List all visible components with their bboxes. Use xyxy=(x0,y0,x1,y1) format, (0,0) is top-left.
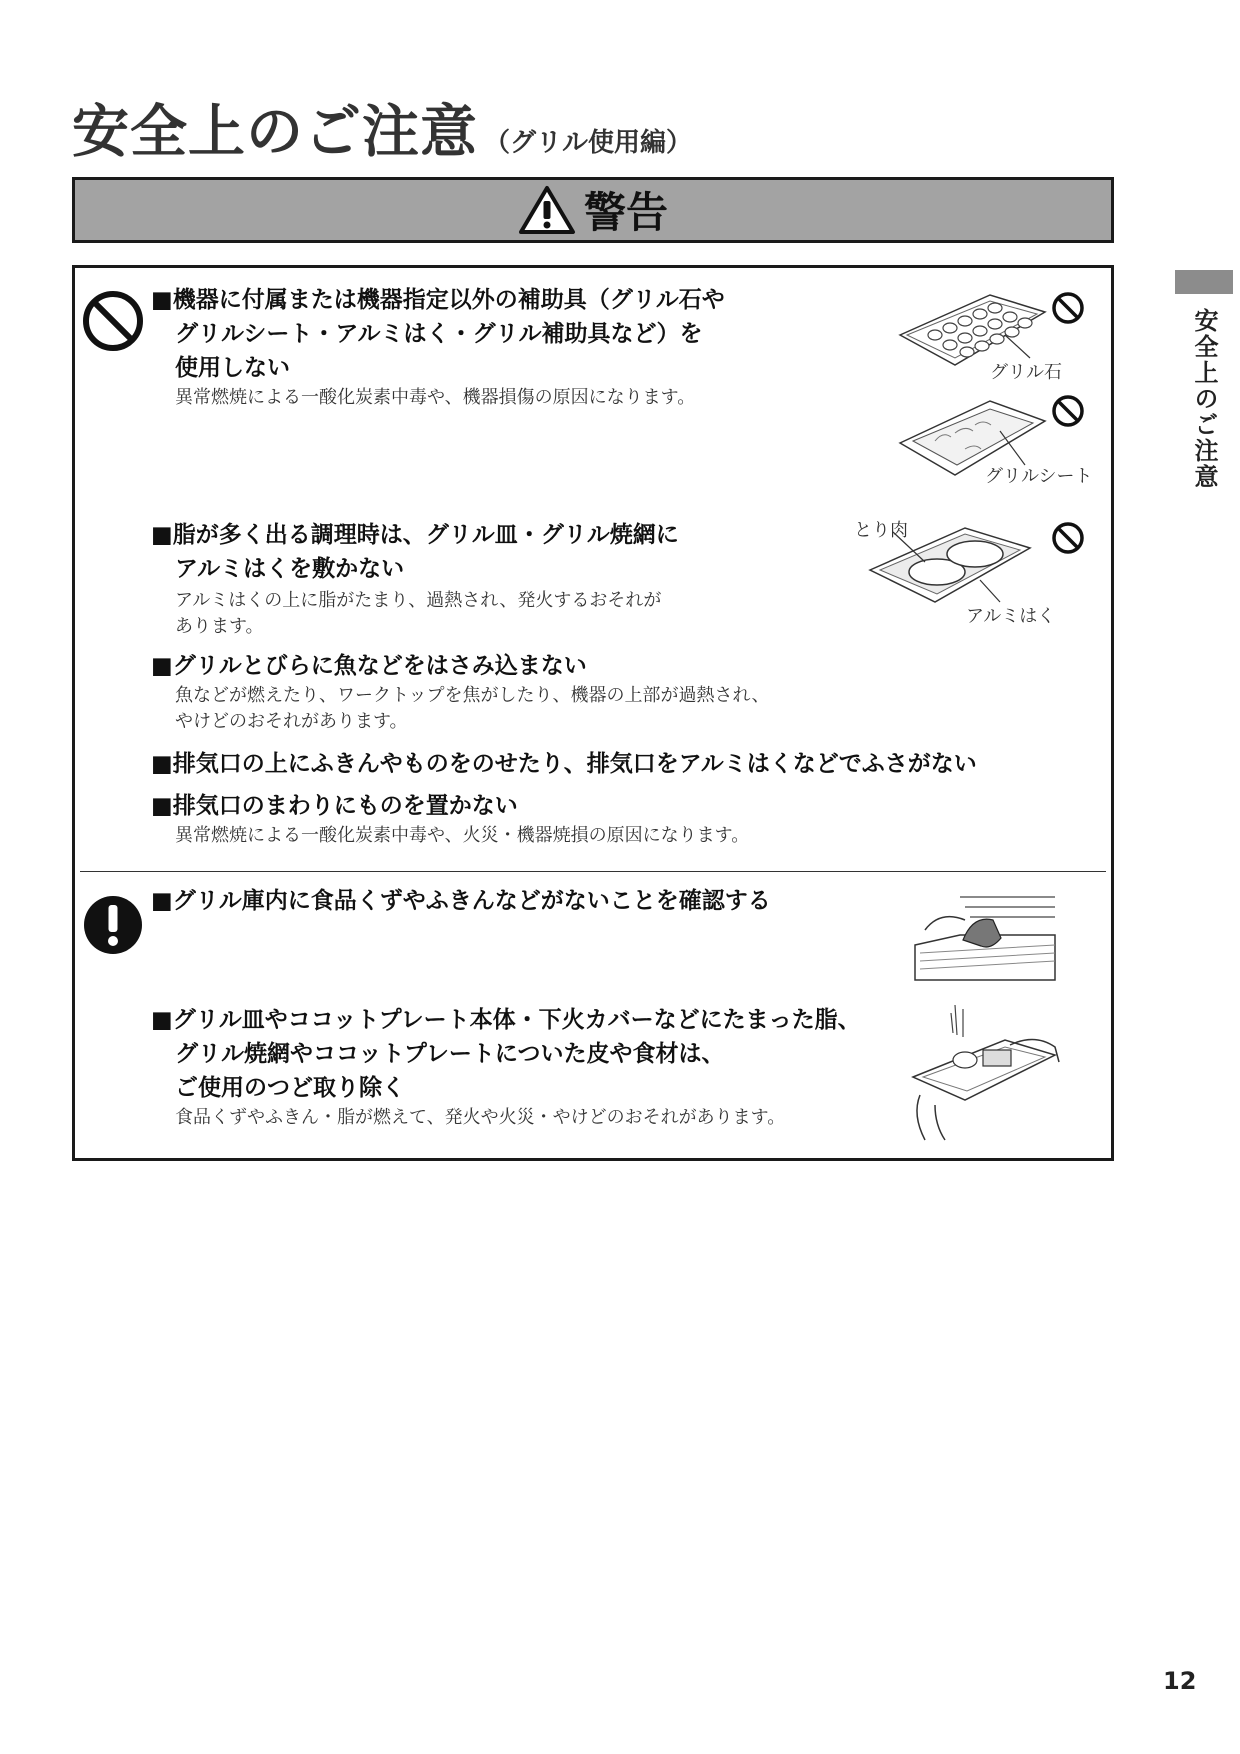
mandatory-item-2 xyxy=(151,1003,861,1131)
grill-interior-illustration xyxy=(905,885,1065,990)
prohibition-item-3 xyxy=(151,649,770,735)
item-heading-line: ■機器に付属または機器指定以外の補助具（グリル石や xyxy=(151,287,725,313)
cleaning-plate-illustration xyxy=(905,1005,1065,1145)
warning-banner xyxy=(72,177,1114,243)
prohibition-icon xyxy=(82,290,144,352)
prohibition-item-2 xyxy=(151,518,679,640)
item-heading-line: グリルシート・アルミはく・グリル補助具など）を xyxy=(175,321,703,347)
prohibition-icon xyxy=(1050,393,1086,429)
page-number: 12 xyxy=(1163,1667,1197,1695)
prohibition-item-4 xyxy=(151,747,977,781)
item-heading-line: ■グリル庫内に食品くずやふきんなどがないことを確認する xyxy=(151,888,771,914)
item-heading-line: グリル焼網やココットプレートについた皮や食材は、 xyxy=(175,1041,725,1067)
chicken-foil-illustration xyxy=(865,520,1040,610)
caption-grill-stone: グリル石 xyxy=(990,362,1062,383)
prohibition-icon xyxy=(1050,520,1086,556)
section-divider xyxy=(80,871,1106,872)
caption-grill-sheet: グリルシート xyxy=(985,466,1093,487)
side-tab-label: 安全上のご注意 xyxy=(1190,308,1218,490)
exclamation-icon xyxy=(82,894,144,956)
prohibition-item-1 xyxy=(151,283,725,411)
warning-label: 警告 xyxy=(583,188,668,237)
caption-chicken: とり肉 xyxy=(854,520,908,541)
item-heading-line: ■グリルとびらに魚などをはさみ込まない xyxy=(151,653,587,679)
item-body-line: アルミはくの上に脂がたまり、過熱され、発火するおそれが xyxy=(175,590,662,611)
item-body-line: あります。 xyxy=(175,616,264,637)
item-heading-line: アルミはくを敷かない xyxy=(175,556,405,582)
prohibition-icon xyxy=(1050,290,1086,326)
page-title-sub: （グリル使用編） xyxy=(484,128,693,158)
item-body-line: やけどのおそれがあります。 xyxy=(175,711,408,732)
item-heading-line: ■排気口のまわりにものを置かない xyxy=(151,793,518,819)
warning-triangle-icon xyxy=(518,185,576,235)
item-body-line: 魚などが燃えたり、ワークトップを焦がしたり、機器の上部が過熱され、 xyxy=(175,685,770,706)
prohibition-item-5 xyxy=(151,789,749,849)
page-title xyxy=(72,86,692,168)
page-title-main: 安全上のご注意 xyxy=(72,99,478,165)
item-body-line: 異常燃焼による一酸化炭素中毒や、機器損傷の原因になります。 xyxy=(175,387,696,408)
item-heading-line: ■脂が多く出る調理時は、グリル皿・グリル焼網に xyxy=(151,522,679,548)
item-body-line: 食品くずやふきん・脂が燃えて、発火や火災・やけどのおそれがあります。 xyxy=(175,1107,786,1128)
caption-foil: アルミはく xyxy=(966,606,1056,627)
item-heading-line: ご使用のつど取り除く xyxy=(175,1075,405,1101)
item-heading-line: ■排気口の上にふきんやものをのせたり、排気口をアルミはくなどでふさがない xyxy=(151,751,977,777)
item-body-line: 異常燃焼による一酸化炭素中毒や、火災・機器焼損の原因になります。 xyxy=(175,825,750,846)
side-tab-bar xyxy=(1175,270,1233,294)
item-heading-line: ■グリル皿やココットプレート本体・下火カバーなどにたまった脂、 xyxy=(151,1007,861,1033)
mandatory-item-1 xyxy=(151,884,771,918)
item-heading-line: 使用しない xyxy=(175,355,290,381)
